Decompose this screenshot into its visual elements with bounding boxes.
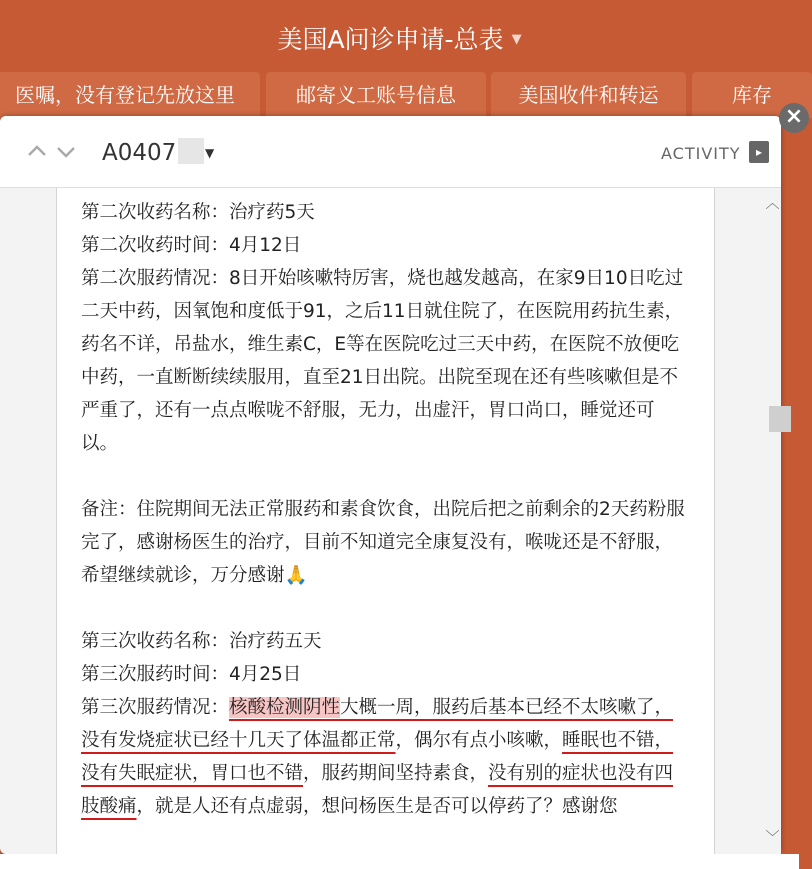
app-header [0, 0, 799, 78]
record-id[interactable] [102, 138, 204, 166]
scroll-down-icon[interactable]: ﹀ [765, 830, 780, 846]
underline-no-symptoms: 没有别的症状也没有四肢酸痛 [81, 763, 674, 817]
third-situation-prefix: 第三次服药情况： [81, 697, 230, 718]
underline-sleep-appetite: 睡眠也不错，没有失眠症状，胃口也不错 [81, 730, 674, 784]
tab-us-receiving[interactable]: 美国收件和转运 [491, 72, 686, 118]
note-text: 备注：住院期间无法正常服药和素食饮食，出院后把之前剩余的2天药粉服完了，感谢杨医生的治疗，目前不知道完全康复没有，喉咙还是不舒服，希望继续就诊，万分感谢🙏 [81, 499, 685, 586]
highlight-negative-test: 核酸检测阴性 [229, 697, 341, 718]
app-title[interactable] [0, 20, 799, 56]
third-text-2: ，服药期间坚持素食， [303, 763, 489, 784]
record-id-text: A0407 [102, 140, 177, 166]
chevron-down-icon[interactable]: ▼ [511, 32, 522, 47]
third-text-1: ，偶尔有点小咳嗽， [395, 730, 563, 751]
third-time-line: 第三次服药时间：4月25日 [81, 664, 302, 685]
scrollbar[interactable] [764, 188, 781, 854]
panel-expand-icon[interactable]: ▸ [749, 141, 769, 163]
second-situation-text: 第二次服药情况：8日开始咳嗽特厉害，烧也越发越高，在家9日10日吃过二天中药，因氧饱和度低于91，之后11日就住院了，在医院用药抗生素，药名不详，吊盐水，维生素C，E等在医院吃过三天中药，在医院不放便吃中药，一直断断续续服用，直至21日出院。出院至现在还有些咳嗽但是不严重了，还有一点点喉咙不舒服，无力，出虚汗，胃口尚口，睡觉还可以。 [81, 268, 684, 454]
tab-mailing-accounts[interactable]: 邮寄义工账号信息 [266, 72, 486, 118]
chevron-up-icon[interactable] [26, 140, 48, 162]
third-name-line: 第三次收药名称：治疗药五天 [81, 631, 322, 652]
tab-bar [0, 72, 799, 120]
record-dropdown-icon[interactable]: ▼ [205, 146, 215, 160]
app-title-text: 美国A问诊申请-总表 [277, 25, 504, 54]
modal-header [0, 116, 781, 188]
third-text-3: ，就是人还有点虚弱，想问杨医生是否可以停药了？感谢您 [136, 796, 618, 817]
tab-inventory[interactable]: 库存 [692, 72, 812, 118]
scroll-up-icon[interactable]: ︿ [765, 196, 780, 212]
record-content [81, 196, 691, 823]
third-situation-text [81, 691, 691, 823]
bottom-strip [0, 854, 799, 869]
record-modal [0, 116, 781, 854]
second-name-line: 第二次收药名称：治疗药5天 [81, 202, 315, 223]
record-content-panel [56, 188, 715, 854]
redacted-block [178, 138, 204, 164]
chevron-down-icon[interactable] [55, 140, 77, 162]
close-icon[interactable]: × [779, 103, 809, 133]
tab-prescriptions[interactable]: 医嘱，没有登记先放这里 [0, 72, 260, 118]
second-time-line: 第二次收药时间：4月12日 [81, 235, 302, 256]
underline-no-cough: 大概一周，服药后基本已经不太咳嗽了，没有发烧症状已经十几天了体温都正常 [81, 697, 674, 751]
scrollbar-thumb[interactable] [769, 406, 791, 432]
activity-button[interactable]: ACTIVITY [661, 144, 741, 163]
